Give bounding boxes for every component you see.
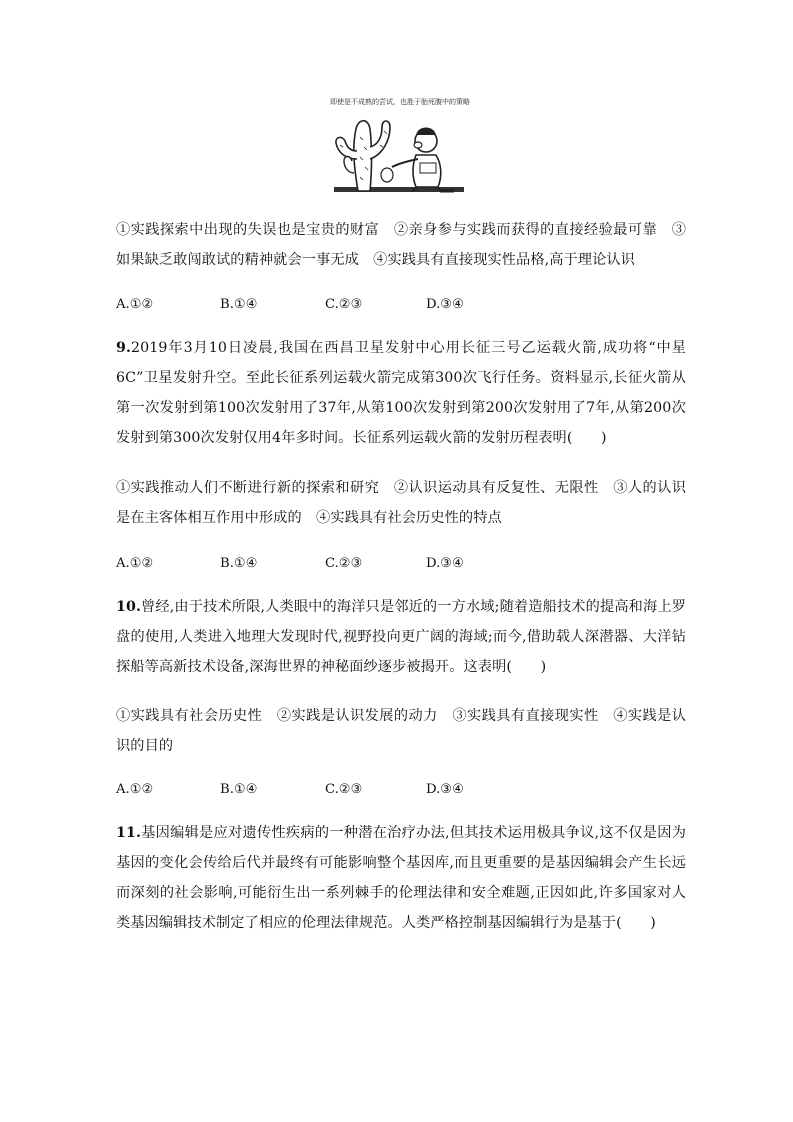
q10-option-c[interactable]: C.②③ (325, 782, 363, 797)
q9-option-d[interactable]: D.③④ (426, 556, 464, 571)
q11-number: 11. (116, 825, 141, 841)
q9-options (116, 556, 686, 580)
q8-option-c[interactable]: C.②③ (325, 297, 363, 312)
q8-statements: ①实践探索中出现的失误也是宝贵的财富 ②亲身参与实践而获得的直接经验最可靠 ③如果缺乏敢闯敢试的精神就会一事无成 ④实践具有直接现实性品格,高于理论认识 (116, 222, 686, 268)
q10-statements: ①实践具有社会历史性 ②实践是认识发展的动力 ③实践具有直接现实性 ④实践是认识的目的 (116, 708, 686, 754)
q9-stem: 2019年3月10日凌晨,我国在西昌卫星发射中心用长征三号乙运载火箭,成功将“中星6C”卫星发射升空。至此长征系列运载火箭完成第300次飞行任务。资料显示,长征火箭从第一次发射到第100次发射用了37年,从第100次发射到第200次发射用了7年,从第200次发射到第300次发射仅用4年多时间。长征系列运载火箭的发射历程表明( ) (116, 340, 686, 446)
q10-option-d[interactable]: D.③④ (426, 782, 464, 797)
q8-option-d[interactable]: D.③④ (426, 297, 464, 312)
q10-option-a[interactable]: A.①② (116, 782, 154, 797)
q9-option-b[interactable]: B.①④ (220, 556, 258, 571)
q11-stem: 基因编辑是应对遗传性疾病的一种潜在治疗办法,但其技术运用极具争议,这不仅是因为基因的变化会传给后代并最终有可能影响整个基因库,而且更重要的是基因编辑会产生长远而深刻的社会影响,可能衍生出一系列棘手的伦理法律和安全难题,正因如此,许多国家对人类基因编辑技术制定了相应的伦理法律规范。人类严格控制基因编辑行为是基于( ) (116, 825, 686, 931)
q8-option-a[interactable]: A.①② (116, 297, 154, 312)
cartoon-caption: 即使是不成熟的尝试，也胜于胎死腹中的策略 (330, 98, 470, 106)
q10-number: 10. (116, 599, 141, 615)
q10-question (116, 592, 686, 682)
q9-option-c[interactable]: C.②③ (325, 556, 363, 571)
q8-options (116, 297, 686, 321)
q9-option-a[interactable]: A.①② (116, 556, 154, 571)
cartoon-figure (330, 95, 470, 195)
q8-option-b[interactable]: B.①④ (220, 297, 258, 312)
q9-number: 9. (116, 340, 132, 356)
q9-statements: ①实践推动人们不断进行新的探索和研究 ②认识运动具有反复性、无限性 ③人的认识是在主客体相互作用中形成的 ④实践具有社会历史性的特点 (116, 480, 686, 526)
q9-question (116, 333, 686, 453)
q10-options (116, 782, 686, 806)
cactus-man-cartoon-icon (330, 107, 464, 193)
q11-question (116, 818, 686, 938)
q10-option-b[interactable]: B.①④ (220, 782, 258, 797)
q10-stem: 曾经,由于技术所限,人类眼中的海洋只是邻近的一方水域;随着造船技术的提高和海上罗盘的使用,人类进入地理大发现时代,视野投向更广阔的海域;而今,借助载人深潜器、大洋钻探船等高新技术设备,深海世界的神秘面纱逐步被揭开。这表明( ) (116, 599, 686, 675)
